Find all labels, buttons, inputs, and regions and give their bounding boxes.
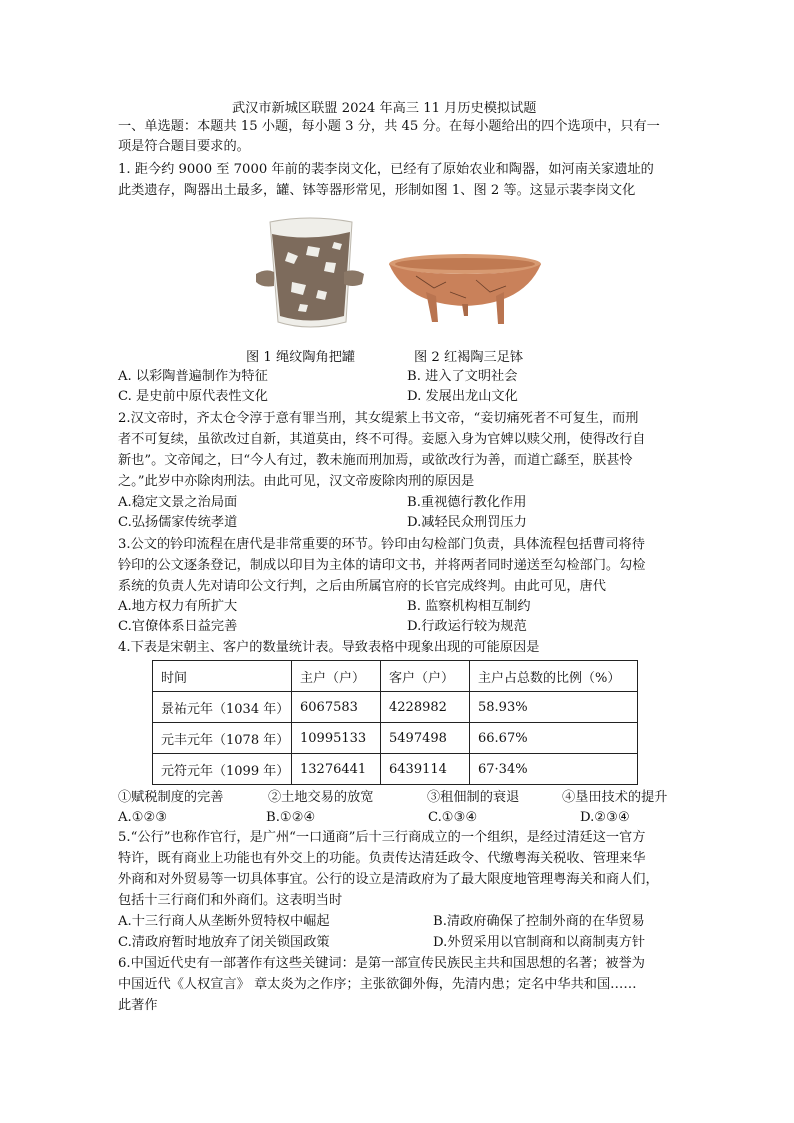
table-cell: 6439114 [381, 754, 470, 785]
q4-line-1: 4.下表是宋朝主、客户的数量统计表。导致表格中现象出现的可能原因是 [118, 640, 540, 655]
table-cell: 5497498 [381, 723, 470, 754]
figure-2-tripod-bowl-image [386, 252, 544, 330]
table-cell: 58.93% [470, 692, 638, 723]
section-header-line-1: 一、单选题：本题共 15 小题，每小题 3 分，共 45 分。在每小题给出的四个选项中，只有一 [118, 119, 660, 134]
q1-line-1: 1. 距今约 9000 至 7000 年前的裴李岗文化，已经有了原始农业和陶器，如河南关家遗址的 [118, 162, 654, 177]
q4-option-d[interactable]: D.②③④ [580, 810, 630, 825]
table-cell: 4228982 [381, 692, 470, 723]
q4-option-c[interactable]: C.①③④ [428, 810, 478, 825]
q3-option-b[interactable]: B. 监察机构相互制约 [407, 599, 531, 614]
table-cell: 67·34% [470, 754, 638, 785]
figure-1-caption: 图 1 绳纹陶角把罐 [246, 350, 356, 365]
q5-option-c[interactable]: C.清政府暂时地放弃了闭关锁国政策 [118, 935, 330, 950]
table-cell: 66.67% [470, 723, 638, 754]
q6-line-2: 中国近代《人权宣言》 章太炎为之作序；主张欲御外侮，先清内患；定名中华共和国…… [118, 977, 637, 992]
q3-line-2: 钤印的公文逐条登记，制成以印目为主体的请印文书，并将两者同时递送至勾检部门。勾检 [118, 558, 646, 573]
figure-1-jar-image [248, 212, 370, 334]
q5-line-2: 特许，既有商业上功能也有外交上的功能。负责传达清廷政令、代缴粤海关税收、管理来华 [118, 851, 646, 866]
q2-option-a[interactable]: A.稳定文景之治局面 [118, 495, 238, 510]
q4-item-3: ③租佃制的衰退 [427, 790, 520, 805]
table-header-cell: 主户（户） [292, 661, 381, 692]
q1-option-c[interactable]: C. 是史前中原代表性文化 [118, 389, 268, 404]
figure-2-caption: 图 2 红褐陶三足钵 [414, 350, 524, 365]
table-header-cell: 客户（户） [381, 661, 470, 692]
section-header-line-2: 项是符合题目要求的。 [118, 139, 250, 154]
table-cell: 6067583 [292, 692, 381, 723]
q1-line-2: 此类遗存，陶器出土最多，罐、钵等器形常见，形制如图 1、图 2 等。这显示裴李岗文化 [118, 183, 636, 198]
q5-line-3: 外商和对外贸易等一切具体事宜。公行的设立是清政府为了最大限度地管理粤海关和商人们， [118, 872, 659, 887]
table-row [153, 723, 638, 754]
q1-option-b[interactable]: B. 进入了文明社会 [407, 369, 518, 384]
q3-option-c[interactable]: C.官僚体系日益完善 [118, 619, 238, 634]
table-header-cell: 时间 [153, 661, 292, 692]
q4-item-2: ②土地交易的放宽 [268, 790, 374, 805]
table-cell: 13276441 [292, 754, 381, 785]
q6-line-3: 此著作 [118, 998, 158, 1013]
q4-option-b[interactable]: B.①②④ [266, 810, 316, 825]
q2-option-c[interactable]: C.弘扬儒家传统孝道 [118, 515, 238, 530]
q6-line-1: 6.中国近代史有一部著作有这些关键词：是第一部宣传民族民主共和国思想的名著；被誉为 [118, 956, 645, 971]
q5-option-b[interactable]: B.清政府确保了控制外商的在华贸易 [433, 914, 645, 929]
q2-line-3: 新也”。文帝闻之，曰“今人有过，教未施而刑加焉，或欲改行为善，而道亡繇至，朕甚怜 [118, 453, 633, 468]
q3-line-3: 系统的负责人先对请印公文行判，之后由所属官府的长官完成终判。由此可见，唐代 [118, 579, 606, 594]
q2-line-4: 之。”此岁中亦除肉刑法。由此可见，汉文帝废除肉刑的原因是 [118, 474, 475, 489]
q5-line-1: 5.“公行”也称作官行，是广州“一口通商”后十三行商成立的一个组织，是经过清廷这一官方 [118, 830, 646, 845]
q2-line-1: 2.汉文帝时，齐太仓令淳于意有罪当刑，其女缇萦上书文帝，“妾切痛死者不可复生，而刑 [118, 411, 639, 426]
table-row [153, 754, 638, 785]
q4-option-a[interactable]: A.①②③ [118, 810, 168, 825]
table-cell: 10995133 [292, 723, 381, 754]
q3-line-1: 3.公文的钤印流程在唐代是非常重要的环节。钤印由勾检部门负责，具体流程包括曹司将待 [118, 537, 645, 552]
table-cell: 元符元年（1099 年） [153, 754, 292, 785]
q1-option-a[interactable]: A. 以彩陶普遍制作为特征 [118, 369, 268, 384]
q4-item-1: ①赋税制度的完善 [118, 790, 224, 805]
q2-option-b[interactable]: B.重视德行教化作用 [407, 495, 527, 510]
page-title: 武汉市新城区联盟 2024 年高三 11 月历史模拟试题 [232, 101, 537, 116]
q1-option-d[interactable]: D. 发展出龙山文化 [407, 389, 518, 404]
table-cell: 元丰元年（1078 年） [153, 723, 292, 754]
q5-option-a[interactable]: A.十三行商人从垄断外贸特权中崛起 [118, 914, 330, 929]
q5-option-d[interactable]: D.外贸采用以官制商和以商制夷方针 [433, 935, 646, 950]
q4-item-4: ④垦田技术的提升 [562, 790, 668, 805]
q2-line-2: 者不可复续，虽欲改过自新，其道莫由，终不可得。妾愿入身为官婢以赎父刑，使得改行自 [118, 432, 646, 447]
q2-option-d[interactable]: D.减轻民众刑罚压力 [407, 515, 527, 530]
q3-option-d[interactable]: D.行政运行较为规范 [407, 619, 527, 634]
table-row [153, 692, 638, 723]
table-cell: 景祐元年（1034 年） [153, 692, 292, 723]
household-statistics-table [152, 660, 638, 785]
table-header-row [153, 661, 638, 692]
q3-option-a[interactable]: A.地方权力有所扩大 [118, 599, 238, 614]
table-header-cell: 主户占总数的比例（%） [470, 661, 638, 692]
q5-line-4: 包括十三行商们和外商们。这表明当时 [118, 893, 343, 908]
